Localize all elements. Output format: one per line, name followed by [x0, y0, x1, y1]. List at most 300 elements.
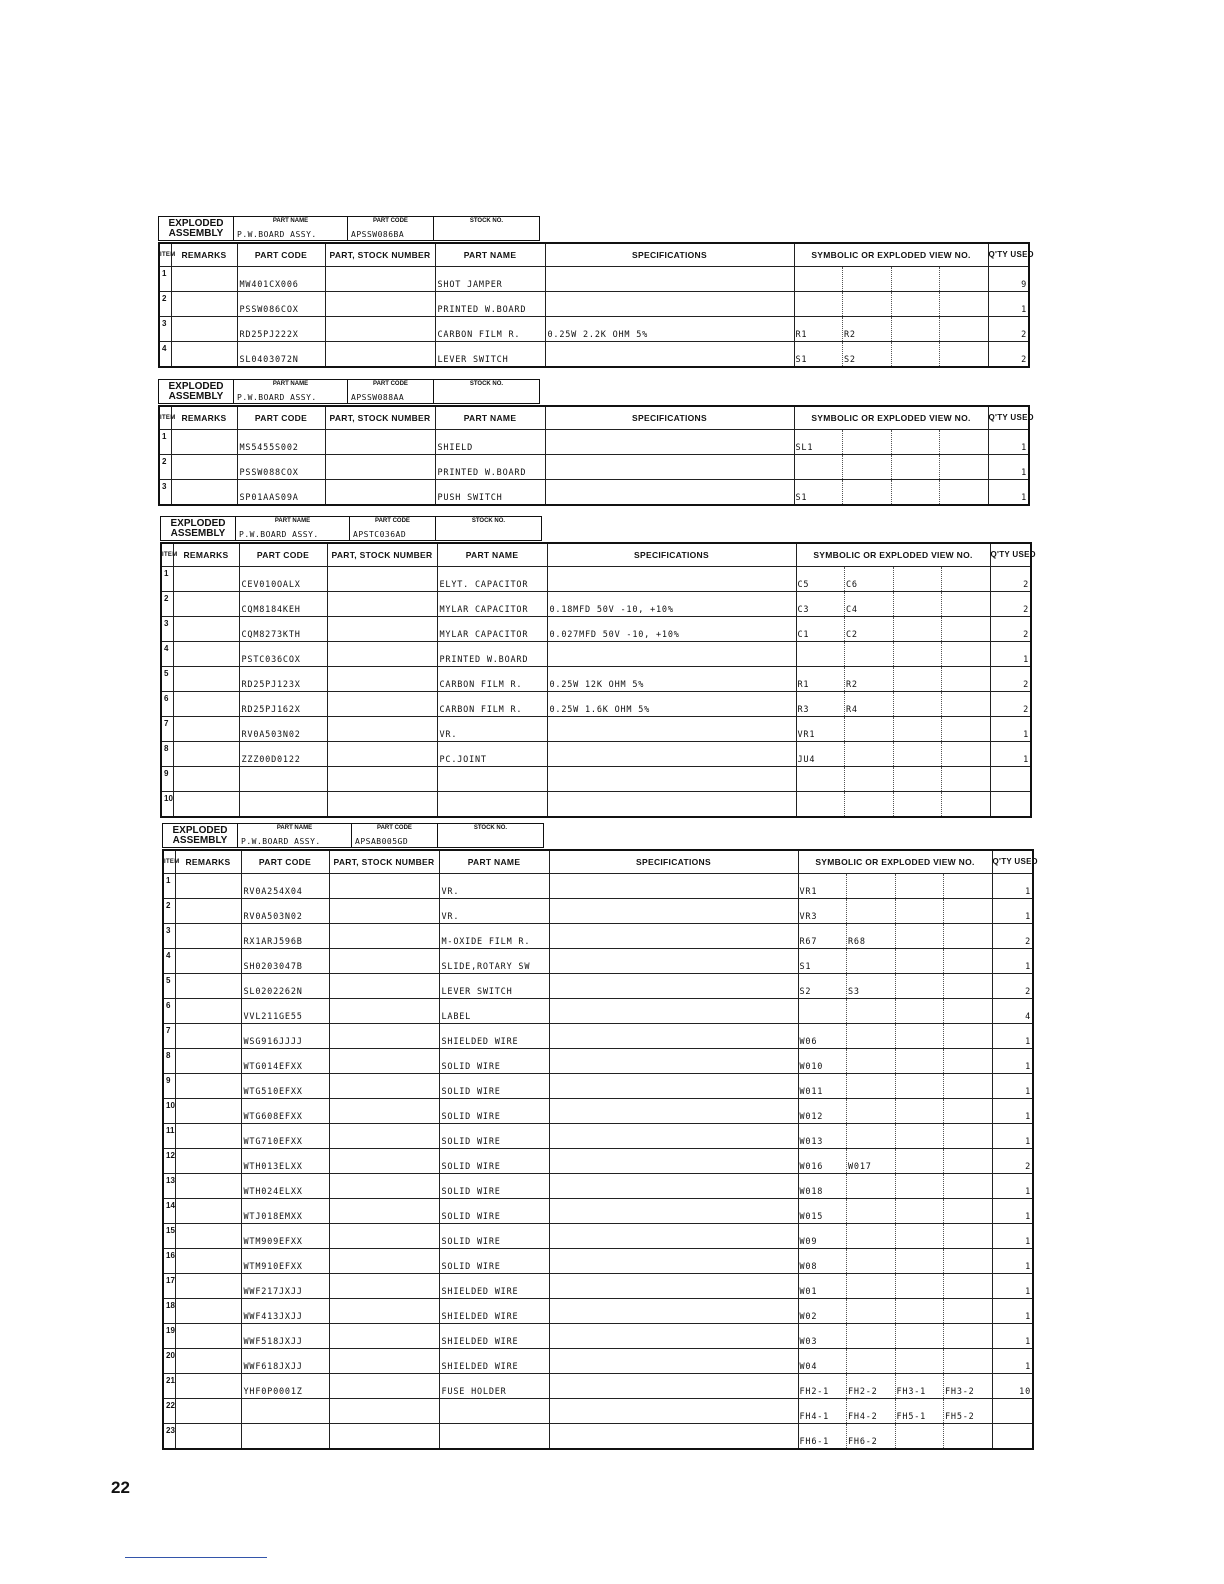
- symbol-ref: [845, 717, 894, 741]
- part-name-cell: SOLID WIRE: [439, 1074, 549, 1099]
- spec-cell: [549, 1124, 798, 1149]
- part-name-cell: SHIELDED WIRE: [439, 1324, 549, 1349]
- qty-cell: 1: [992, 1299, 1033, 1324]
- part-code-cell: WTH013ELXX: [241, 1149, 329, 1174]
- symbol-ref: W04: [799, 1349, 848, 1373]
- item-number: 18: [163, 1299, 175, 1324]
- symbol-ref: [799, 999, 848, 1023]
- symbol-ref: [940, 267, 988, 291]
- remarks-cell: [171, 267, 237, 292]
- exploded-assembly-label: EXPLODED ASSEMBLY: [158, 379, 234, 404]
- symbol-ref: [894, 592, 943, 616]
- symbol-ref: [896, 1149, 945, 1173]
- part-name-cell: SOLID WIRE: [439, 1249, 549, 1274]
- table-row: [163, 1374, 1033, 1399]
- table-row: [159, 317, 1029, 342]
- symbol-ref: [942, 717, 990, 741]
- symbol-ref: [892, 317, 941, 341]
- part-code-cell: PSTC036COX: [239, 642, 327, 667]
- table-header-row: [159, 243, 1029, 267]
- stock-number-cell: [329, 1374, 439, 1399]
- stock-number-cell: [329, 949, 439, 974]
- part-code-cell: WTM910EFXX: [241, 1249, 329, 1274]
- table-row: [163, 1274, 1033, 1299]
- symbolic-cell: [798, 1149, 992, 1174]
- spec-cell: 0.25W 2.2K OHM 5%: [545, 317, 794, 342]
- part-name-cell: MYLAR CAPACITOR: [437, 617, 547, 642]
- symbol-ref: [847, 1249, 896, 1273]
- table-row: [161, 642, 1031, 667]
- item-number: 13: [163, 1174, 175, 1199]
- symbolic-cell: [796, 617, 990, 642]
- part-name-cell: CARBON FILM R.: [437, 692, 547, 717]
- symbolic-cell: [796, 767, 990, 792]
- col-stock-header: PART, STOCK NUMBER: [325, 243, 435, 267]
- symbolic-cell: [796, 592, 990, 617]
- symbol-ref: [944, 899, 992, 923]
- symbolic-cell: [794, 430, 988, 455]
- remarks-cell: [171, 342, 237, 368]
- qty-cell: 2: [990, 617, 1031, 642]
- col-symbolic-header: SYMBOLIC OR EXPLODED VIEW NO.: [796, 543, 990, 567]
- part-code-cell: PSSW088COX: [237, 455, 325, 480]
- table-row: [163, 924, 1033, 949]
- symbol-ref: [892, 430, 941, 454]
- stock-number-cell: [327, 767, 437, 792]
- symbol-ref: [942, 792, 990, 816]
- item-number: 19: [163, 1324, 175, 1349]
- part-code-cell: WTJ018EMXX: [241, 1199, 329, 1224]
- exploded-assembly-label: EXPLODED ASSEMBLY: [158, 216, 234, 241]
- part-code-cell: WTG014EFXX: [241, 1049, 329, 1074]
- stock-number-cell: [325, 430, 435, 455]
- remarks-cell: [175, 1074, 241, 1099]
- part-code-cell: MS5455S002: [237, 430, 325, 455]
- remarks-cell: [175, 974, 241, 999]
- part-name-cell: ELYT. CAPACITOR: [437, 567, 547, 592]
- col-part-name-header: PART NAME: [435, 406, 545, 430]
- part-code-cell: WSG916JJJJ: [241, 1024, 329, 1049]
- remarks-cell: [175, 1124, 241, 1149]
- remarks-cell: [173, 742, 239, 767]
- spec-cell: [549, 924, 798, 949]
- symbol-ref: [944, 974, 992, 998]
- symbol-ref: FH3-2: [945, 1387, 975, 1397]
- stock-number-cell: [329, 1224, 439, 1249]
- stock-number-cell: [327, 742, 437, 767]
- symbol-ref: [940, 455, 988, 479]
- stock-number-cell: [329, 974, 439, 999]
- col-spec-header: SPECIFICATIONS: [545, 406, 794, 430]
- symbol-ref: [896, 1274, 945, 1298]
- spec-cell: [549, 899, 798, 924]
- stock-number-cell: [329, 1349, 439, 1374]
- assembly-header: [158, 216, 1028, 242]
- remarks-cell: [175, 1399, 241, 1424]
- qty-cell: 2: [988, 317, 1029, 342]
- symbol-ref: [896, 899, 945, 923]
- remarks-cell: [175, 1349, 241, 1374]
- item-number: 1: [161, 567, 173, 592]
- remarks-cell: [175, 1424, 241, 1450]
- symbol-ref: [896, 1249, 945, 1273]
- spec-cell: [549, 1299, 798, 1324]
- col-part-name-header: PART NAME: [439, 850, 549, 874]
- assembly-part-code: APSTC036AD: [353, 530, 407, 539]
- part-code-cell: RV0A503N02: [241, 899, 329, 924]
- part-name-cell: CARBON FILM R.: [435, 317, 545, 342]
- symbolic-cell: [798, 1024, 992, 1049]
- part-name-cell: SOLID WIRE: [439, 1224, 549, 1249]
- item-number: 20: [163, 1349, 175, 1374]
- part-name-cell: SHIELDED WIRE: [439, 1349, 549, 1374]
- part-name-cell: SOLID WIRE: [439, 1124, 549, 1149]
- qty-cell: 1: [992, 874, 1033, 899]
- symbolic-cell: [798, 1249, 992, 1274]
- stock-number-cell: [327, 592, 437, 617]
- symbol-ref: [896, 999, 945, 1023]
- col-part-code-header: PART CODE: [241, 850, 329, 874]
- table-row: [163, 1349, 1033, 1374]
- remarks-cell: [175, 1149, 241, 1174]
- remarks-cell: [173, 767, 239, 792]
- symbol-ref: W010: [799, 1049, 848, 1073]
- assembly-part-code: APSSW088AA: [351, 393, 405, 402]
- qty-cell: [992, 1399, 1033, 1424]
- symbol-ref: [942, 767, 990, 791]
- symbol-ref: C1: [797, 617, 846, 641]
- symbol-ref: [940, 317, 988, 341]
- stock-number-cell: [325, 292, 435, 317]
- part-name-cell: FUSE HOLDER: [439, 1374, 549, 1399]
- symbol-ref: [944, 1274, 992, 1298]
- qty-cell: 2: [992, 924, 1033, 949]
- remarks-cell: [173, 642, 239, 667]
- symbol-ref: [847, 949, 896, 973]
- symbol-ref: W011: [799, 1074, 848, 1098]
- symbol-ref: [847, 1099, 896, 1123]
- symbol-ref: [894, 792, 943, 816]
- symbol-ref: [944, 1024, 992, 1048]
- table-row: [163, 1099, 1033, 1124]
- symbol-ref: [944, 874, 992, 898]
- stock-number-cell: [325, 342, 435, 368]
- part-name-cell: VR.: [437, 717, 547, 742]
- stock-number-cell: [329, 899, 439, 924]
- symbol-ref: W03: [799, 1324, 848, 1348]
- col-part-code-header: PART CODE: [237, 406, 325, 430]
- symbol-ref: S2: [843, 342, 892, 366]
- part-name-cell: PART NAME P.W.BOARD ASSY.: [234, 379, 348, 404]
- item-number: 3: [163, 924, 175, 949]
- symbolic-cell: [798, 1324, 992, 1349]
- qty-cell: 1: [990, 642, 1031, 667]
- symbol-ref: [942, 742, 990, 766]
- spec-cell: [547, 717, 796, 742]
- symbol-ref: [894, 692, 943, 716]
- remarks-cell: [175, 1174, 241, 1199]
- symbol-ref: W01: [799, 1274, 848, 1298]
- symbol-ref: R68: [847, 924, 896, 948]
- symbolic-cell: [798, 1424, 992, 1450]
- symbol-ref: FH4-1: [799, 1399, 848, 1423]
- symbol-ref: [896, 874, 945, 898]
- stock-number-cell: [329, 1199, 439, 1224]
- symbol-ref: [847, 1174, 896, 1198]
- col-remarks-header: REMARKS: [171, 406, 237, 430]
- remarks-cell: [175, 1324, 241, 1349]
- part-name-cell: LABEL: [439, 999, 549, 1024]
- symbol-ref: [896, 1099, 945, 1123]
- col-qty-header: Q'TY USED: [990, 543, 1031, 567]
- stock-number-cell: [327, 617, 437, 642]
- symbol-ref: [845, 642, 894, 666]
- spec-cell: [549, 1399, 798, 1424]
- symbolic-cell: [798, 1274, 992, 1299]
- qty-cell: 1: [992, 1174, 1033, 1199]
- symbol-ref: [847, 1199, 896, 1223]
- part-name-cell: [439, 1399, 549, 1424]
- item-number: 16: [163, 1249, 175, 1274]
- remarks-cell: [175, 874, 241, 899]
- col-qty-header: Q'TY USED: [992, 850, 1033, 874]
- spec-cell: [549, 1199, 798, 1224]
- col-spec-header: SPECIFICATIONS: [547, 543, 796, 567]
- symbol-ref: [944, 1124, 992, 1148]
- table-row: [161, 617, 1031, 642]
- symbol-ref: [845, 792, 894, 816]
- stock-number-cell: [329, 1074, 439, 1099]
- symbol-ref: [944, 1224, 992, 1248]
- symbol-ref: S1: [795, 480, 844, 504]
- item-number: 4: [163, 949, 175, 974]
- spec-cell: [545, 430, 794, 455]
- symbol-ref: VR1: [799, 874, 848, 898]
- spec-cell: 0.25W 12K OHM 5%: [547, 667, 796, 692]
- part-name-cell: M-OXIDE FILM R.: [439, 924, 549, 949]
- stock-number-cell: [329, 1124, 439, 1149]
- part-name-cell: SHIELDED WIRE: [439, 1274, 549, 1299]
- item-number: 5: [161, 667, 173, 692]
- spec-cell: [549, 949, 798, 974]
- symbolic-cell: [796, 792, 990, 818]
- part-code-cell: [241, 1399, 329, 1424]
- assembly-block-2: [158, 379, 1034, 506]
- table-row: [161, 692, 1031, 717]
- qty-cell: [992, 1424, 1033, 1450]
- part-name-cell: MYLAR CAPACITOR: [437, 592, 547, 617]
- table-row: [159, 342, 1029, 368]
- remarks-cell: [175, 1374, 241, 1399]
- table-row: [161, 592, 1031, 617]
- symbolic-cell: [798, 899, 992, 924]
- part-code-cell: PART CODE APSAB005GD: [352, 823, 438, 848]
- symbol-ref: C2: [845, 617, 894, 641]
- stock-number-cell: [327, 717, 437, 742]
- qty-cell: 1: [992, 899, 1033, 924]
- remarks-cell: [175, 1274, 241, 1299]
- item-number: 1: [163, 874, 175, 899]
- remarks-cell: [175, 899, 241, 924]
- item-number: 7: [163, 1024, 175, 1049]
- symbol-ref: C3: [797, 592, 846, 616]
- part-name-cell: PRINTED W.BOARD: [437, 642, 547, 667]
- symbol-ref: [797, 642, 846, 666]
- item-number: 23: [163, 1424, 175, 1450]
- item-number: 4: [159, 342, 171, 368]
- table-header-row: [161, 543, 1031, 567]
- symbol-ref: VR3: [799, 899, 848, 923]
- symbol-ref: [944, 1074, 992, 1098]
- part-code-cell: WTG608EFXX: [241, 1099, 329, 1124]
- assembly-header: [160, 516, 1030, 542]
- stock-number-cell: [327, 692, 437, 717]
- part-name-cell: VR.: [439, 874, 549, 899]
- symbol-ref: R1: [797, 667, 846, 691]
- remarks-cell: [171, 292, 237, 317]
- table-row: [159, 267, 1029, 292]
- table-row: [163, 1174, 1033, 1199]
- symbol-ref: [896, 1074, 945, 1098]
- stock-number-cell: [327, 567, 437, 592]
- symbolic-cell: [798, 974, 992, 999]
- part-name-cell: LEVER SWITCH: [439, 974, 549, 999]
- qty-cell: 1: [992, 1249, 1033, 1274]
- col-spec-header: SPECIFICATIONS: [549, 850, 798, 874]
- symbol-ref: C4: [845, 592, 894, 616]
- footer-rule: [125, 1557, 267, 1558]
- stock-no-cell: STOCK NO.: [434, 216, 540, 241]
- symbol-ref: [896, 1424, 945, 1448]
- spec-cell: [547, 567, 796, 592]
- part-code-cell: SL0403072N: [237, 342, 325, 368]
- spec-cell: 0.18MFD 50V -10, +10%: [547, 592, 796, 617]
- item-number: 2: [159, 455, 171, 480]
- spec-cell: [545, 292, 794, 317]
- item-number: 9: [163, 1074, 175, 1099]
- symbol-ref: [944, 1199, 992, 1223]
- symbol-ref: W02: [799, 1299, 848, 1323]
- symbol-ref: C6: [845, 567, 894, 591]
- symbolic-cell: [798, 1349, 992, 1374]
- symbol-ref: [894, 767, 943, 791]
- qty-cell: 2: [990, 592, 1031, 617]
- stock-number-cell: [329, 1324, 439, 1349]
- part-code-cell: WWF413JXJJ: [241, 1299, 329, 1324]
- symbol-ref: [896, 1224, 945, 1248]
- table-row: [161, 742, 1031, 767]
- exploded-assembly-label: EXPLODED ASSEMBLY: [162, 823, 238, 848]
- col-part-code-header: PART CODE: [239, 543, 327, 567]
- table-row: [163, 1074, 1033, 1099]
- table-row: [163, 1199, 1033, 1224]
- col-remarks-header: REMARKS: [171, 243, 237, 267]
- col-spec-header: SPECIFICATIONS: [545, 243, 794, 267]
- part-name-cell: SLIDE,ROTARY SW: [439, 949, 549, 974]
- symbol-ref: [847, 1324, 896, 1348]
- table-row: [163, 899, 1033, 924]
- spec-cell: [549, 1149, 798, 1174]
- symbolic-cell: [794, 455, 988, 480]
- symbol-ref: [847, 1274, 896, 1298]
- part-name-cell: [439, 1424, 549, 1450]
- symbol-ref: [847, 1224, 896, 1248]
- remarks-cell: [173, 667, 239, 692]
- symbol-ref: [942, 642, 990, 666]
- symbolic-cell: [796, 692, 990, 717]
- table-row: [163, 1299, 1033, 1324]
- stock-number-cell: [325, 480, 435, 506]
- qty-cell: [990, 792, 1031, 818]
- part-code-cell: RD25PJ162X: [239, 692, 327, 717]
- part-code-cell: SH0203047B: [241, 949, 329, 974]
- symbol-ref: FH2-2: [847, 1374, 896, 1398]
- part-name-cell: [437, 767, 547, 792]
- symbol-ref: [940, 292, 988, 316]
- stock-number-cell: [329, 1274, 439, 1299]
- qty-cell: 2: [990, 692, 1031, 717]
- stock-number-cell: [327, 667, 437, 692]
- spec-cell: [547, 742, 796, 767]
- col-qty-header: Q'TY USED: [988, 243, 1029, 267]
- part-code-cell: YHF0P0001Z: [241, 1374, 329, 1399]
- symbolic-cell: [796, 717, 990, 742]
- symbolic-cell: [796, 642, 990, 667]
- stock-number-cell: [325, 317, 435, 342]
- symbolic-cell: [796, 567, 990, 592]
- symbol-ref: [940, 480, 988, 504]
- symbol-ref: S3: [847, 974, 896, 998]
- symbol-ref: [944, 1049, 992, 1073]
- part-code-cell: WTG510EFXX: [241, 1074, 329, 1099]
- qty-cell: 1: [988, 430, 1029, 455]
- symbol-ref: FH3-1: [896, 1374, 945, 1398]
- spec-cell: [549, 1424, 798, 1450]
- symbol-ref: FH2-1: [799, 1374, 848, 1398]
- symbol-ref: R2: [843, 317, 892, 341]
- remarks-cell: [173, 692, 239, 717]
- item-number: 7: [161, 717, 173, 742]
- parts-table: [158, 405, 1034, 506]
- assembly-part-code: APSSW086BA: [351, 230, 405, 239]
- part-name-cell: SOLID WIRE: [439, 1049, 549, 1074]
- part-code-cell: PART CODE APSSW086BA: [348, 216, 434, 241]
- spec-cell: [549, 1274, 798, 1299]
- assembly-part-name: P.W.BOARD ASSY.: [239, 530, 319, 539]
- table-row: [159, 292, 1029, 317]
- assembly-part-code: APSAB005GD: [355, 837, 409, 846]
- qty-cell: 1: [992, 1099, 1033, 1124]
- part-name-cell: SOLID WIRE: [439, 1149, 549, 1174]
- qty-cell: 1: [992, 1324, 1033, 1349]
- symbolic-cell: [794, 267, 988, 292]
- part-code-cell: MW401CX006: [237, 267, 325, 292]
- qty-cell: 1: [992, 949, 1033, 974]
- table-row: [163, 1049, 1033, 1074]
- qty-cell: 1: [992, 1274, 1033, 1299]
- part-code-cell: [239, 767, 327, 792]
- part-code-cell: WTG710EFXX: [241, 1124, 329, 1149]
- remarks-cell: [175, 1099, 241, 1124]
- part-name-cell: [437, 792, 547, 818]
- part-code-cell: PART CODE APSSW088AA: [348, 379, 434, 404]
- symbol-ref: [843, 267, 892, 291]
- symbol-ref: [892, 455, 941, 479]
- symbol-ref: [843, 292, 892, 316]
- part-code-cell: SP01AAS09A: [237, 480, 325, 506]
- symbol-ref: [795, 267, 844, 291]
- remarks-cell: [175, 924, 241, 949]
